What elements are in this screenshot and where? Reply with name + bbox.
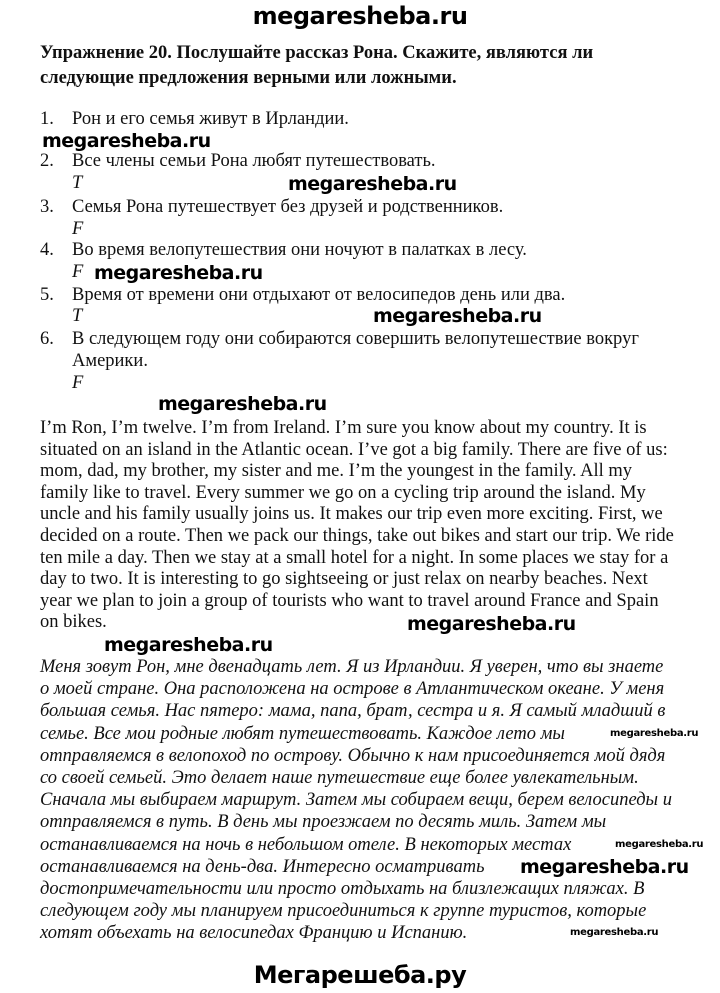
statement-number: 6. — [40, 329, 54, 349]
english-line: situated on an island in the Atlantic ocean. I’ve got a big family. There are five of us: — [40, 439, 668, 460]
english-line: day to two. It is interesting to go sightseeing or just relax on nearby beaches. Next — [40, 569, 648, 590]
watermark: megaresheba.ru — [158, 393, 327, 415]
watermark: megaresheba.ru — [373, 305, 542, 327]
watermark: megaresheba.ru — [407, 613, 576, 635]
statement-answer: F — [72, 219, 84, 239]
statement-text: Рон и его семья живут в Ирландии. — [72, 109, 349, 129]
header-watermark: megaresheba.ru — [252, 2, 468, 30]
watermark: megaresheba.ru — [288, 173, 457, 195]
statement-number: 1. — [40, 109, 54, 129]
statement-answer: T — [72, 306, 83, 326]
watermark: megaresheba.ru — [94, 262, 263, 284]
english-line: family like to travel. Every summer we go on a cycling trip around the island. My — [40, 482, 646, 503]
english-line: uncle and his family usually joins us. It makes our trip even more exciting. First, we — [40, 504, 663, 525]
watermark: megaresheba.ru — [104, 634, 273, 656]
english-line: mom, dad, my brother, my sister and me. I’m the youngest in the family. All my — [40, 461, 633, 482]
statement-number: 3. — [40, 197, 54, 217]
english-line: ten mile a day. Then we stay at a small hotel for a night. In some places we stay for a — [40, 547, 669, 568]
english-line: I’m Ron, I’m twelve. I’m from Ireland. I’m sure you know about my country. It is — [40, 418, 647, 438]
english-line: on bikes. — [40, 612, 107, 633]
watermark: megaresheba.ru — [42, 130, 211, 152]
exercise-heading-line-1: Упражнение 20. Послушайте рассказ Рона. Скажите, являются ли — [40, 43, 594, 63]
statement-answer: F — [72, 373, 84, 393]
statement-text: Америки. — [72, 351, 148, 371]
russian-line: следующем году мы планируем присоединиться к группе туристов, которые — [40, 901, 647, 922]
statement-number: 4. — [40, 240, 54, 260]
russian-line: большая семья. Нас пятеро: мама, папа, брат, сестра и я. Я самый младший в — [40, 701, 666, 722]
russian-line: Меня зовут Рон, мне двенадцать лет. Я из Ирландии. Я уверен, что вы знаете — [40, 657, 664, 677]
russian-line: хотят объехать на велосипедах Францию и Испанию. — [40, 923, 468, 944]
russian-line: Сначала мы выбираем маршрут. Затем мы собираем вещи, берем велосипеды и — [40, 790, 672, 811]
russian-line: со своей семьей. Это делает наше путешествие еще более увлекательным. — [40, 768, 639, 788]
russian-line: достопримечательности или просто отдыхать на близлежащих пляжах. В — [40, 879, 645, 899]
statement-number: 5. — [40, 285, 54, 305]
russian-line: отправляемся в велопоход по острову. Обычно к нам присоединяется мой дядя — [40, 745, 666, 766]
statement-text: Во время велопутешествия они ночуют в палатках в лесу. — [72, 240, 527, 260]
statement-text: Время от времени они отдыхают от велосипедов день или два. — [72, 285, 566, 305]
russian-line: о моей стране. Она расположена на острове в Атлантическом океане. У меня — [40, 679, 665, 700]
russian-line: семье. Все мои родные любят путешествовать. Каждое лето мы — [40, 723, 565, 744]
watermark: megaresheba.ru — [615, 839, 704, 850]
statement-text: В следующем году они собираются совершить велопутешествие вокруг — [72, 329, 639, 349]
english-line: decided on a route. Then we pack our things, take out bikes and start our trip. We ride — [40, 526, 674, 546]
russian-line: останавливаемся на ночь в небольшом отеле. В некоторых местах — [40, 834, 572, 855]
english-line: year we plan to join a group of tourists who want to travel around France and Spain — [40, 590, 659, 611]
statement-answer: T — [72, 173, 83, 193]
statement-text: Все члены семьи Рона любят путешествовать. — [72, 151, 436, 171]
statement-answer: F — [72, 262, 84, 282]
russian-line: останавливаемся на день-два. Интересно осматривать — [40, 856, 485, 877]
russian-line: отправляемся в путь. В день мы проезжаем по десять миль. Затем мы — [40, 812, 607, 833]
watermark: megaresheba.ru — [520, 856, 689, 878]
watermark: megaresheba.ru — [610, 728, 699, 739]
exercise-heading-line-2: следующие предложения верными или ложными. — [40, 68, 457, 88]
statement-text: Семья Рона путешествует без друзей и родственников. — [72, 197, 504, 217]
watermark: megaresheba.ru — [570, 927, 659, 938]
footer-watermark: Мегарешеба.ру — [253, 961, 467, 989]
statement-number: 2. — [40, 151, 54, 171]
